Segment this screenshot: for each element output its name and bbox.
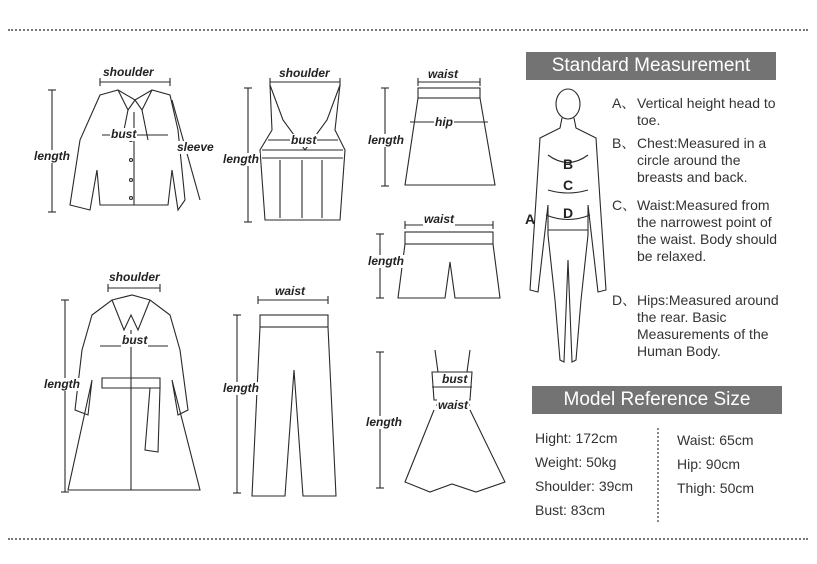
dress-waist-label: waist xyxy=(438,398,469,412)
skirt-drawing xyxy=(381,78,495,186)
measurement-item-c xyxy=(612,197,790,265)
model-height: Hight: 172cm xyxy=(535,430,618,446)
model-reference-title: Model Reference Size xyxy=(532,386,782,414)
model-bust: Bust: 83cm xyxy=(535,502,606,518)
shorts-waist-label: waist xyxy=(424,212,455,226)
pants-waist-label: waist xyxy=(275,284,306,298)
dress-length-label: length xyxy=(366,415,402,429)
shirt-shoulder-label: shoulder xyxy=(103,65,154,79)
model-shoulder: Shoulder: 39cm xyxy=(535,478,634,494)
model-thigh: Thigh: 50cm xyxy=(677,480,755,496)
vest-bust-label: bust xyxy=(291,133,317,147)
vest-length-label: length xyxy=(223,152,259,166)
pants-drawing xyxy=(233,296,336,496)
shorts-length-label: length xyxy=(368,254,404,268)
measurement-key-a: A、 xyxy=(612,95,636,111)
measurement-key-c: C、 xyxy=(612,197,637,213)
measurement-text-c: Waist:Measured from the narrowest point of the waist. Body should be relaxed. xyxy=(637,197,778,264)
coat-bust-label: bust xyxy=(122,333,148,347)
measurement-item-b xyxy=(612,135,790,186)
body-figure xyxy=(530,89,606,362)
model-hip: Hip: 90cm xyxy=(677,456,741,472)
measurement-key-b: B、 xyxy=(612,135,636,151)
dress-bust-label: bust xyxy=(442,372,468,386)
shirt-sleeve-label: sleeve xyxy=(177,140,214,154)
model-weight: Weight: 50kg xyxy=(535,454,617,470)
body-letter-b: B xyxy=(563,156,574,172)
shirt-length-label: length xyxy=(34,149,70,163)
measurement-key-d: D、 xyxy=(612,292,637,308)
vest-drawing xyxy=(244,78,345,222)
standard-measurement-title: Standard Measurement xyxy=(526,52,776,80)
coat-length-label: length xyxy=(44,377,80,391)
measurement-text-a: Vertical height head to toe. xyxy=(637,95,776,128)
model-reference-divider xyxy=(657,428,659,522)
measurement-text-b: Chest:Measured in a circle around the breasts and back. xyxy=(637,135,767,185)
pants-length-label: length xyxy=(223,381,259,395)
skirt-hip-label: hip xyxy=(435,115,453,129)
shirt-bust-label: bust xyxy=(111,127,137,141)
coat-drawing xyxy=(61,284,200,492)
measurement-item-d xyxy=(612,292,790,360)
skirt-length-label: length xyxy=(368,133,404,147)
vest-shoulder-label: shoulder xyxy=(279,66,330,80)
model-waist: Waist: 65cm xyxy=(677,432,754,448)
body-letter-d: D xyxy=(563,205,574,221)
measurement-item-a xyxy=(612,95,790,129)
measurement-text-d: Hips:Measured around the rear. Basic Measurements of the Human Body. xyxy=(637,292,779,359)
coat-shoulder-label: shoulder xyxy=(109,270,160,284)
skirt-waist-label: waist xyxy=(428,67,459,81)
body-letter-a: A xyxy=(525,211,536,227)
body-letter-c: C xyxy=(563,177,574,193)
